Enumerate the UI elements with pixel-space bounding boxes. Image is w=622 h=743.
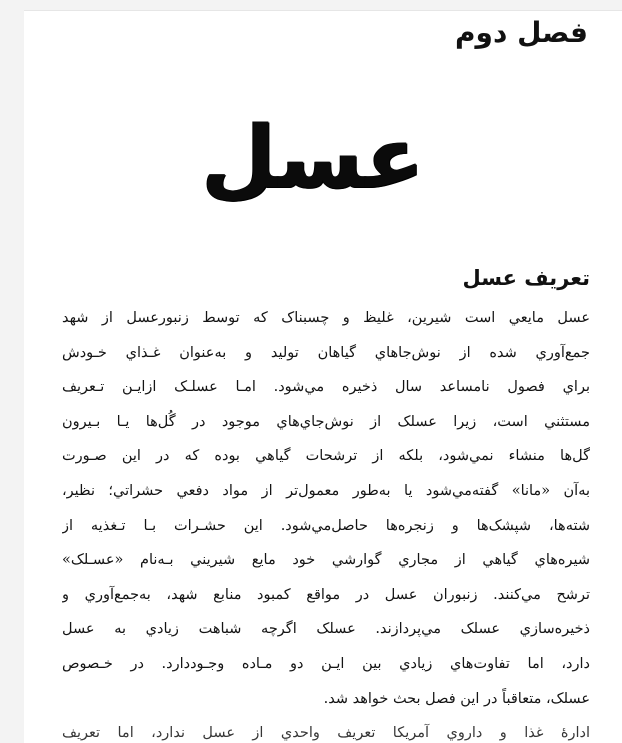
text-line: شته‌ها، شپشک‌ها و زنجره‌ها حاصل‌مي‌شود. اين حشـرات بـا تـغذيه از — [62, 517, 590, 534]
body-paragraph — [62, 301, 590, 743]
text-line: عسل مايعي است شيرين، غليظ و چسبناک که توسط زنبورعسل از شهد — [62, 310, 590, 326]
text-line: براي فصول نامساعد سال ذخيره مي‌شود. امـا عسلـک ازايـن تـعريف — [62, 379, 590, 396]
text-line: شيره‌هاي گياهي از مجاري گوارشي خود مايع شيريني بـه‌نام «عسـلک» — [62, 552, 590, 569]
text-line: به‌آن «مانا» گفته‌مي‌شود يا به‌طور معمول‌تر از مواد دفعي حشراتي؛ نظير، — [62, 482, 590, 499]
chapter-title: عسل — [201, 108, 425, 208]
text-line: ترشح مي‌کنند. زنبوران عسل در مواقع کمبود منابع شهد، به‌جمع‌آوري و — [62, 586, 590, 603]
book-page — [24, 10, 622, 743]
text-line: گل‌ها منشاء نمي‌شود، بلکه از ترشحات گياهي بوده که در اين صـورت — [62, 448, 590, 465]
text-line: ذخيره‌سازي عسلک مي‌پردازند. عسلک اگرچه شباهت زيادي به عسل — [62, 621, 590, 638]
text-line: عسلک، متعاقباً در اين فصل بحث خواهد شد. — [323, 690, 590, 707]
section-heading: تعريف عسل — [462, 266, 590, 290]
text-line: مستثني است، زيرا عسلک از نوش‌جاي‌هاي موجود در گُل‌ها يـا بـيرون — [62, 413, 590, 430]
text-line: جمع‌آوري شده از نوش‌جاهاي گياهان توليد و به‌عنوان غـذاي خـودش — [62, 344, 590, 361]
text-line: دارد، اما تفاوت‌هاي زيادي بين ايـن دو مـاده وجـوددارد. در خـصوص — [62, 655, 590, 672]
text-line-partial: ادارهٔ غذا و داروي آمريکا تعريف واحدي از عسل ندارد، اما تعريف — [62, 725, 590, 742]
chapter-heading: فصل دوم — [455, 16, 588, 49]
